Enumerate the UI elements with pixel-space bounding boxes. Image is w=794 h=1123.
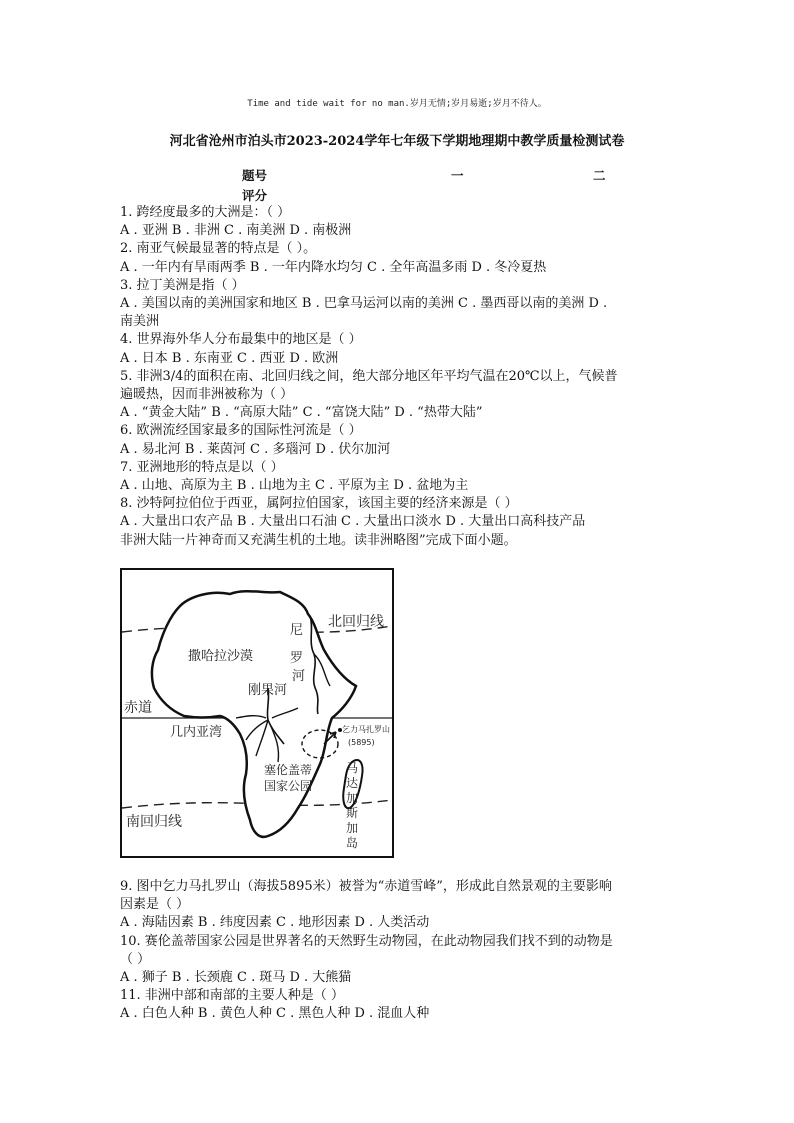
score-table-col-2: 二 xyxy=(593,168,606,183)
question-line: A . 日本 B . 东南亚 C . 西亚 D . 欧洲 xyxy=(120,350,339,366)
nile-label-1: 尼 xyxy=(290,623,304,638)
question-line: （ ） xyxy=(120,951,151,967)
africa-map-svg xyxy=(120,568,394,858)
question-line: 5. 非洲3/4的面积在南、北回归线之间，绝大部分地区年平均气温在20℃以上，气候普 xyxy=(120,368,618,384)
question-line: 1. 跨经度最多的大洲是：（ ） xyxy=(120,205,291,220)
tropic-of-cancer-label: 北回归线 xyxy=(328,614,384,630)
question-line: A . 亚洲 B . 非洲 C . 南美洲 D . 南极洲 xyxy=(120,223,352,239)
question-line: 非洲大陆一片神奇而又充满生机的土地。读非洲略图”完成下面小题。 xyxy=(120,532,517,548)
question-line: 6. 欧洲流经国家最多的国际性河流是（ ） xyxy=(120,423,362,439)
question-line: 4. 世界海外华人分布最集中的地区是（ ） xyxy=(120,332,362,348)
score-table-row-label: 评分 xyxy=(242,188,268,203)
question-line: 8. 沙特阿拉伯位于西亚，属阿拉伯国家，该国主要的经济来源是（ ） xyxy=(120,496,518,512)
madagascar-label-char: 马 xyxy=(346,761,359,775)
madagascar-label-char: 加 xyxy=(346,821,359,835)
congo-label: 刚果河 xyxy=(248,683,288,698)
serengeti-label-2: 国家公园 xyxy=(264,779,313,793)
score-table-col-1: 一 xyxy=(451,168,464,183)
kilimanjaro-height-label: (5895) xyxy=(348,738,375,747)
question-line: A . 易北河 B . 莱茵河 C . 多瑙河 D . 伏尔加河 xyxy=(120,441,391,457)
question-line: A . 大量出口农产品 B . 大量出口石油 C . 大量出口淡水 D . 大量出口高科技产品 xyxy=(120,514,586,530)
madagascar-label-char: 加 xyxy=(346,791,359,805)
nile-label-2: 罗 xyxy=(290,651,304,666)
madagascar-label-char: 达 xyxy=(346,776,359,790)
question-line: A . 一年内有旱雨两季 B . 一年内降水均匀 C . 全年高温多雨 D . 冬冷夏热 xyxy=(120,259,547,275)
question-line: A . 美国以南的美洲国家和地区 B . 巴拿马运河以南的美洲 C . 墨西哥以南的美洲 D . xyxy=(120,296,608,312)
questions-part-2 xyxy=(120,878,680,1024)
question-line: 9. 图中乞力马扎罗山（海拔5895米）被誉为“赤道雪峰”，形成此自然景观的主要影响 xyxy=(120,879,612,894)
question-line: A . 海陆因素 B . 纬度因素 C . 地形因素 D . 人类活动 xyxy=(120,915,430,931)
sahara-label: 撒哈拉沙漠 xyxy=(188,649,254,664)
guinea-label: 几内亚湾 xyxy=(170,725,223,740)
question-line: 南美洲 xyxy=(120,314,160,330)
question-line: 因素是（ ） xyxy=(120,897,190,913)
page-title: 河北省沧州市泊头市2023-2024学年七年级下学期地理期中教学质量检测试卷 xyxy=(169,134,625,149)
kilimanjaro-label: 乞力马扎罗山 xyxy=(342,725,390,734)
question-line: 7. 亚洲地形的特点是以（ ） xyxy=(120,459,284,475)
nile-label-3: 河 xyxy=(292,669,306,684)
tropic-of-capricorn-label: 南回归线 xyxy=(126,814,182,830)
serengeti-label-1: 塞伦盖蒂 xyxy=(264,763,313,777)
question-line: 10. 赛伦盖蒂国家公园是世界著名的天然野生动物园，在此动物园我们找不到的动物是 xyxy=(120,933,613,949)
score-table-header: 题号 xyxy=(242,168,268,183)
question-line: 遍暖热，因而非洲被称为（ ） xyxy=(120,387,294,403)
questions-part-1 xyxy=(120,204,680,550)
madagascar-label-char: 斯 xyxy=(346,806,359,820)
question-line: 3. 拉丁美洲是指（ ） xyxy=(120,277,245,293)
question-line: A . 白色人种 B . 黄色人种 C . 黑色人种 D . 混血人种 xyxy=(120,1006,430,1022)
question-line: A . 狮子 B . 长颈鹿 C . 斑马 D . 大熊猫 xyxy=(120,970,352,986)
madagascar-label-char: 岛 xyxy=(346,836,359,850)
africa-map xyxy=(120,568,394,858)
question-line: 2. 南亚气候最显著的特点是（ ）。 xyxy=(120,241,317,257)
motto-header: Time and tide wait for no man.岁月无情;岁月易逝;岁月不待人。 xyxy=(247,99,547,109)
question-line: 11. 非洲中部和南部的主要人种是（ ） xyxy=(120,988,344,1004)
question-line: A . “黄金大陆” B . “高原大陆” C . “富饶大陆” D . “热带大陆” xyxy=(120,405,483,421)
equator-label: 赤道 xyxy=(124,700,152,716)
question-line: A . 山地、高原为主 B . 山地为主 C . 平原为主 D . 盆地为主 xyxy=(120,478,469,494)
